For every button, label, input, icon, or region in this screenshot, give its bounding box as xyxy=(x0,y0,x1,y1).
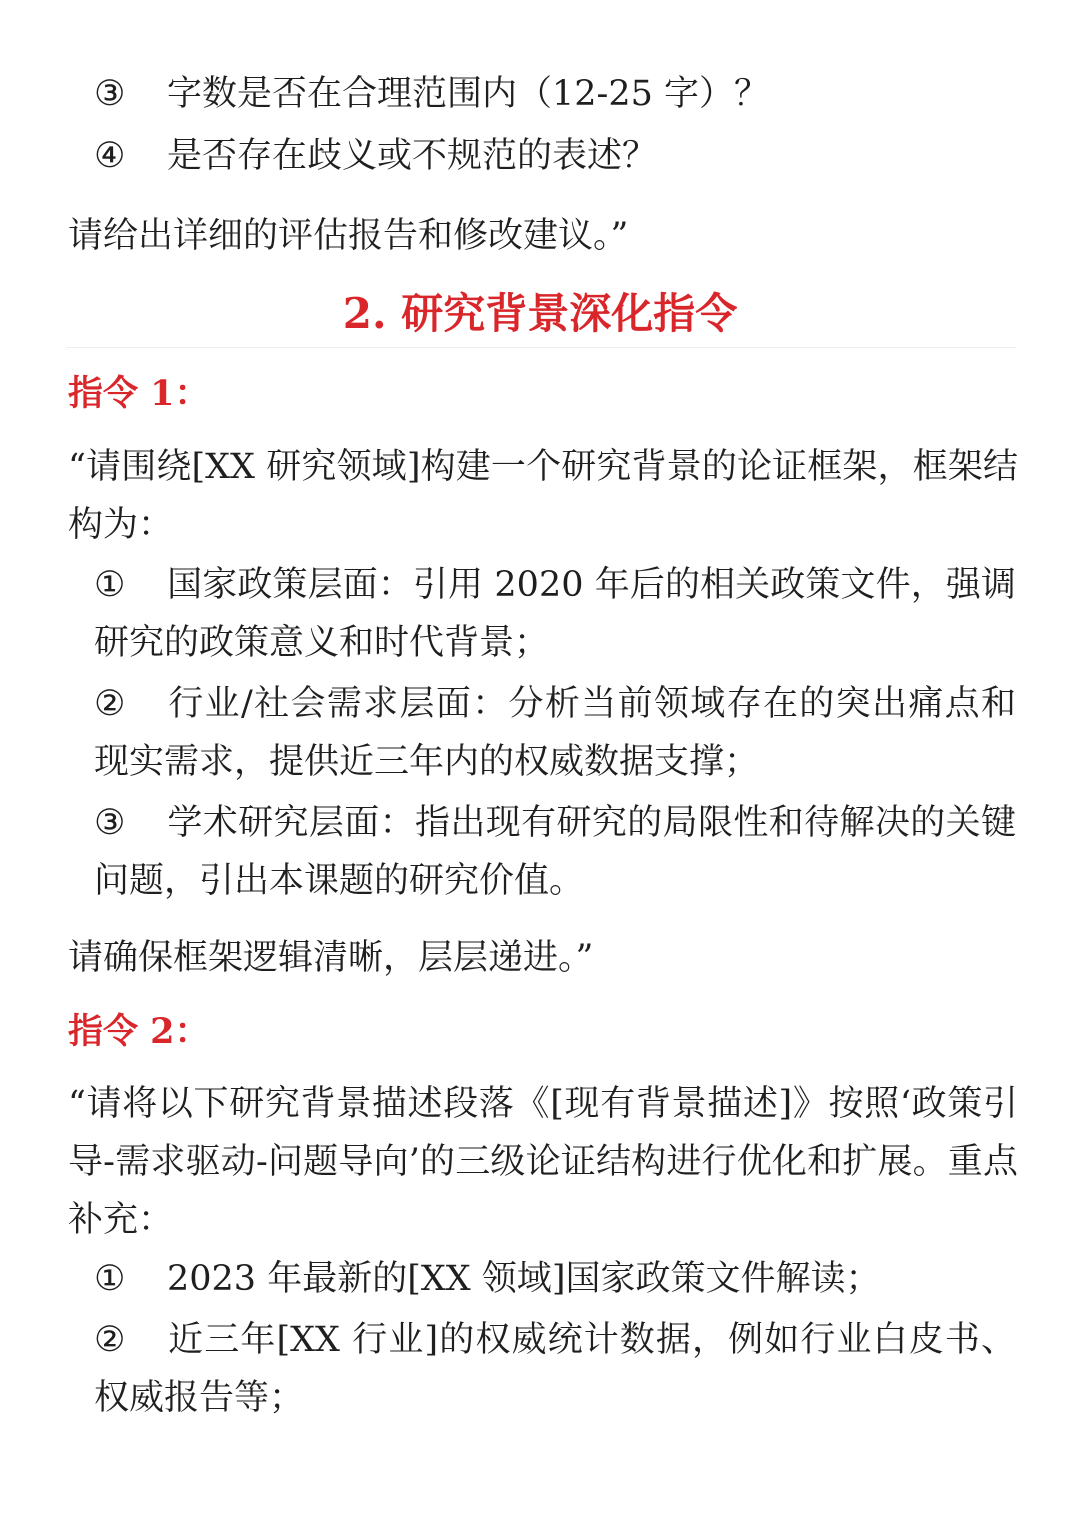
list-number: ③ xyxy=(94,74,126,114)
list-item-text: 行业/社会需求层面：分析当前领域存在的突出痛点和现实需求，提供近三年内的权威数据支撑； xyxy=(94,684,1016,782)
list-item xyxy=(94,1250,1016,1308)
list-item-text: 字数是否在合理范围内（12-25 字）？ xyxy=(167,74,770,114)
list-item xyxy=(94,794,1016,910)
list-number: ② xyxy=(94,684,126,724)
list-item xyxy=(94,675,1016,791)
list-item-text: 学术研究层面：指出现有研究的局限性和待解决的关键问题，引出本课题的研究价值。 xyxy=(94,803,1016,901)
list-item xyxy=(94,72,769,116)
list-item xyxy=(94,134,657,178)
list-number: ② xyxy=(94,1320,126,1360)
list-number: ④ xyxy=(94,136,126,176)
list-item-text: 国家政策层面：引用 2020 年后的相关政策文件，强调研究的政策意义和时代背景； xyxy=(94,565,1016,663)
list-item-text: 2023 年最新的[XX 领域]国家政策文件解读； xyxy=(167,1259,881,1299)
list-item-text: 近三年[XX 行业]的权威统计数据，例如行业白皮书、权威报告等； xyxy=(94,1320,1016,1418)
instruction-2-intro: “请将以下研究背景描述段落《[现有背景描述]》按照‘政策引导-需求驱动-问题导向’的三级论证结构进行优化和扩展。重点补充： xyxy=(68,1084,1018,1240)
list-number: ① xyxy=(94,1259,126,1299)
section-heading: 2. 研究背景深化指令 xyxy=(342,289,738,338)
closing-text: 请给出详细的评估报告和修改建议。” xyxy=(68,216,629,256)
list-item-text: 是否存在歧义或不规范的表述？ xyxy=(167,136,658,176)
list-item xyxy=(94,1311,1016,1427)
divider xyxy=(66,347,1016,348)
list-number: ① xyxy=(94,565,126,605)
instruction-1-closing: 请确保框架逻辑清晰，层层递进。” xyxy=(68,938,594,978)
instruction-1-label: 指令 1： xyxy=(68,373,210,414)
list-number: ③ xyxy=(94,803,126,843)
instruction-1-intro: “请围绕[XX 研究领域]构建一个研究背景的论证框架，框架结构为： xyxy=(68,447,1018,545)
instruction-2-label: 指令 2： xyxy=(68,1011,210,1052)
list-item xyxy=(94,556,1016,672)
